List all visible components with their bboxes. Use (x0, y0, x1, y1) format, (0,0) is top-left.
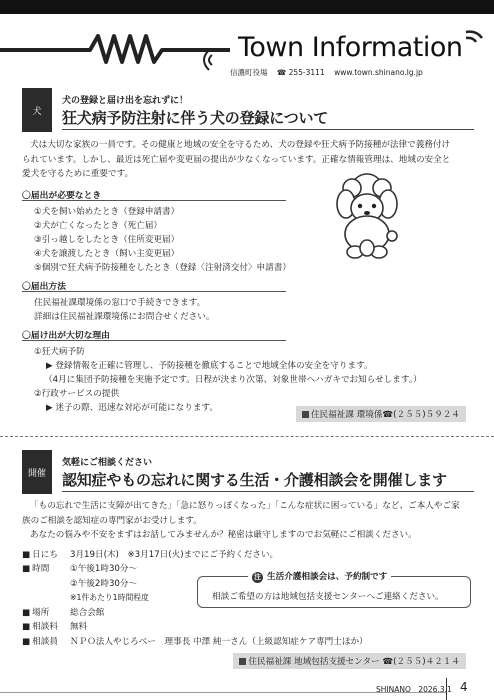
contact-text: 住民福祉課 環境係☎(２５５)５９２４ (310, 410, 460, 420)
list-item: ④犬を譲渡したとき（飼い主変更届） (34, 248, 180, 259)
notice-title-text: 生活介護相談会は、予約制です (267, 572, 388, 582)
intro-line: 「もの忘れで生活に支障が出てきた」「急に怒りっぽくなった」「こんな症状に困っている」など、ご本人やご家 (30, 501, 460, 511)
page-header (0, 14, 494, 76)
info-key: ■ 相談料 (22, 620, 70, 635)
info-key: ■ 相談員 (22, 635, 70, 650)
wave-decoration-icon (0, 32, 230, 66)
intro-line: 族のご相談を認知症の専門家がお受けします。 (22, 515, 202, 526)
dog-illustration-icon (322, 168, 412, 260)
article-subtitle: 犬の登録と届け出を忘れずに！ (62, 96, 189, 106)
info-value: ※1件あたり1時間程度 (70, 593, 149, 602)
contact-icon (302, 411, 309, 418)
info-key: ■ 日にち (22, 548, 70, 563)
heading-divider (62, 491, 474, 492)
method-line: 詳細は住民福祉課環境係にお問合せください。 (34, 311, 215, 322)
info-row (22, 548, 474, 563)
info-row (22, 620, 474, 635)
list-item: ②犬が亡くなったとき（死亡届） (34, 220, 163, 231)
town-url[interactable]: www.town.shinano.lg.jp (334, 68, 423, 77)
required-label: 〇届出が必要なとき (22, 188, 474, 202)
page-title: Town Information (238, 32, 463, 63)
article-subtitle: 気軽にご相談ください (62, 458, 153, 468)
notice-body: 相談ご希望の方は地域包括支援センターへご連絡ください。 (212, 592, 444, 602)
top-bar (0, 0, 494, 14)
list-item: ①犬を飼い始めたとき（登録申請書） (34, 206, 180, 217)
signal-icon (462, 26, 488, 52)
list-item: ⑤個別で狂犬病予防接種をしたとき（登録〈注射済交付〉申請書） (34, 262, 291, 273)
reason-label: 〇届け出が大切な理由 (22, 328, 474, 342)
category-badge: 犬 (22, 88, 52, 132)
reason-line: （4月に集団予防接種を実施予定です。日程が決まり次第、対象世帯へハガキでお知らせします。） (44, 374, 422, 385)
contact-icon (239, 658, 246, 665)
dementia-consultation-article (22, 450, 474, 680)
contact-text: 住民福祉課 地域包括支援センター ☎(２５５)４２１４ (248, 657, 460, 667)
contact-badge (296, 406, 466, 422)
info-value: ＮＰＯ法人やじろべー 理事長 中澤 純一さん（上級認知症ケア専門士ほか） (70, 636, 368, 647)
article-heading (22, 450, 474, 494)
intro-line: られています。しかし、最近は死亡届や変更届の提出が少なくなっています。正確な情報管理は、地域の安全と (22, 154, 451, 165)
info-value: ①午後1時30分～ (70, 564, 138, 574)
heading-divider (62, 129, 474, 130)
method-label: 〇届出方法 (22, 279, 474, 293)
category-badge: 開催 (22, 450, 52, 494)
reason-title: ②行政サービスの提供 (34, 388, 120, 399)
info-value: 無料 (70, 622, 88, 632)
notice-mark-icon: 注 (254, 573, 261, 581)
section-divider (0, 436, 494, 437)
contact-badge (233, 653, 466, 669)
page-number: 4 (460, 680, 468, 694)
footer-separator (446, 678, 447, 700)
info-value: ②午後2時30分～ (70, 578, 138, 589)
info-key: ■ 時間 (22, 562, 70, 577)
article-title: 狂犬病予防注射に伴う犬の登録について (62, 109, 329, 127)
intro-line: 愛犬を守るために重要です。 (22, 169, 134, 179)
info-value: 3月19日(木) ※3月17日(火)までにご予約ください。 (70, 549, 279, 560)
office-name: 信濃町役場 (230, 68, 268, 77)
article-title: 認知症やもの忘れに関する生活・介護相談会を開催します (62, 471, 447, 489)
dog-registration-article (22, 88, 474, 418)
signal-left-icon (197, 48, 213, 72)
issue-info: SHINANO 2026.3.1 (376, 685, 452, 694)
info-key: ■ 場所 (22, 606, 70, 621)
notice-title (248, 570, 391, 583)
reason-line: ▶ 登録情報を正確に管理し、予防接種を徹底することで地域全体の安全を守ります。 (46, 360, 373, 371)
intro-line: あなたの悩みや不安をまずはお話してみませんか？秘密は厳守しますのでお気軽にご相談ください。 (30, 530, 417, 540)
method-line: 住民福祉課環境係の窓口で手続きできます。 (34, 297, 206, 308)
reason-line: ▶ 迷子の際、迅速な対応が可能になります。 (46, 402, 218, 413)
info-row (22, 635, 474, 650)
reason-title: ①狂犬病予防 (34, 346, 85, 357)
page-footer (0, 674, 494, 700)
office-phone: ☎ 255-3111 (276, 68, 325, 77)
info-value: 総合会館 (70, 607, 105, 618)
intro-line: 犬は大切な家族の一員です。その健康と地域の安全を守るため、犬の登録や狂犬病予防接種が法律で義務付け (30, 140, 451, 150)
reservation-notice-box (197, 572, 471, 608)
list-item: ③引っ越しをしたとき（住所変更届） (34, 234, 180, 245)
header-contact (230, 67, 430, 78)
article-heading (22, 88, 474, 132)
